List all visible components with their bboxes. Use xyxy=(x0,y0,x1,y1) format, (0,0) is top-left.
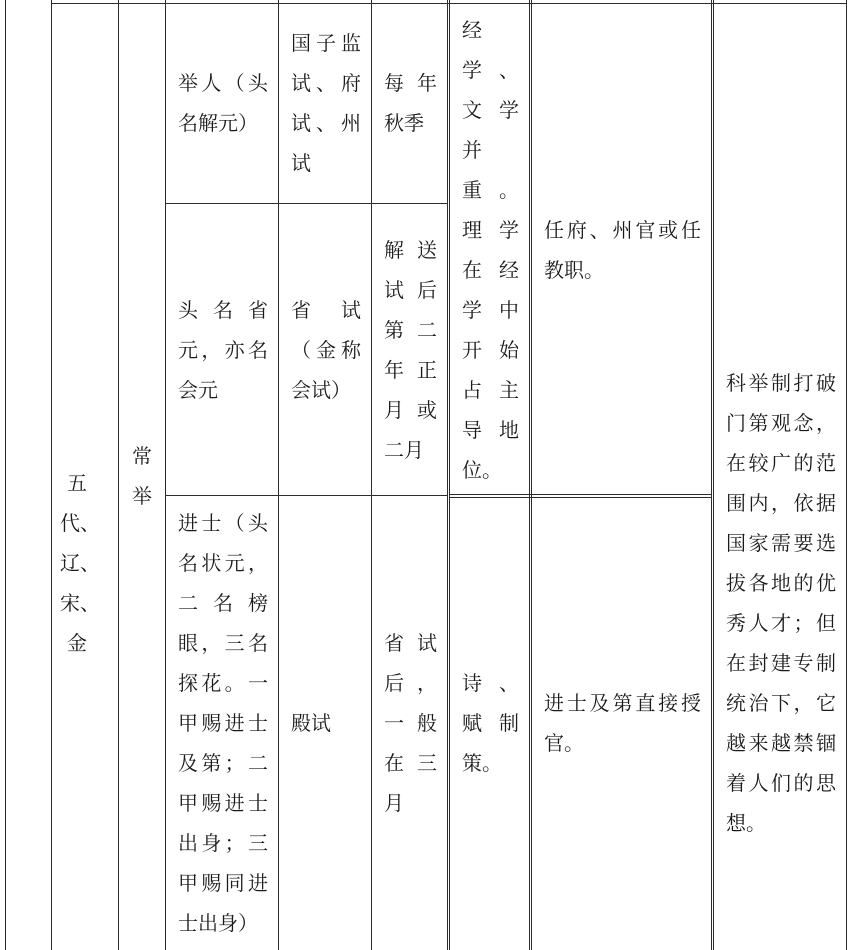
dynasty-cell: 五代、辽、宋、金 xyxy=(60,471,100,655)
exam-level-cell: 省试（金称会试） xyxy=(291,298,361,402)
exam-time-cell: 每年秋季 xyxy=(384,71,437,135)
grid-line xyxy=(165,495,448,496)
grid-line xyxy=(165,203,448,204)
grid-line xyxy=(449,497,712,498)
degree-title-cell: 进士（头名状元，二名榜眼，三名探花。一甲赐进士及第；二甲赐进士出身；三甲赐同进士出身） xyxy=(178,511,268,935)
exam-time-cell: 解送试后第二年正月或二月 xyxy=(384,238,437,462)
grid-line xyxy=(846,0,847,950)
category-cell: 常举 xyxy=(132,444,152,508)
grid-line xyxy=(5,0,6,950)
exam-time-cell: 省试后，一般在三月 xyxy=(384,631,437,815)
degree-title-cell: 举人（头名解元） xyxy=(178,71,268,135)
exam-level-cell: 国子监试、府试、州试 xyxy=(291,31,361,175)
grid-line xyxy=(531,0,532,950)
exam-level-cell: 殿试 xyxy=(291,711,331,735)
evaluation-cell: 科举制打破门第观念，在较广的范围内，依据国家需要选拔各地的优秀人才；但在封建专制统治下，它越来越禁锢着人们的思想。 xyxy=(726,371,836,835)
exam-content-cell: 诗、赋制策。 xyxy=(462,671,519,775)
degree-title-cell: 头名省元，亦名会元 xyxy=(178,298,268,402)
grid-line xyxy=(449,494,712,495)
appointment-cell: 任府、州官或任教职。 xyxy=(544,218,701,282)
grid-line xyxy=(118,0,119,950)
appointment-cell: 进士及第直接授官。 xyxy=(544,691,701,755)
grid-line xyxy=(51,3,847,4)
exam-content-cell: 经学、文学并重。理学在经学中开始占主导地位。 xyxy=(462,18,519,482)
grid-line xyxy=(51,0,52,950)
